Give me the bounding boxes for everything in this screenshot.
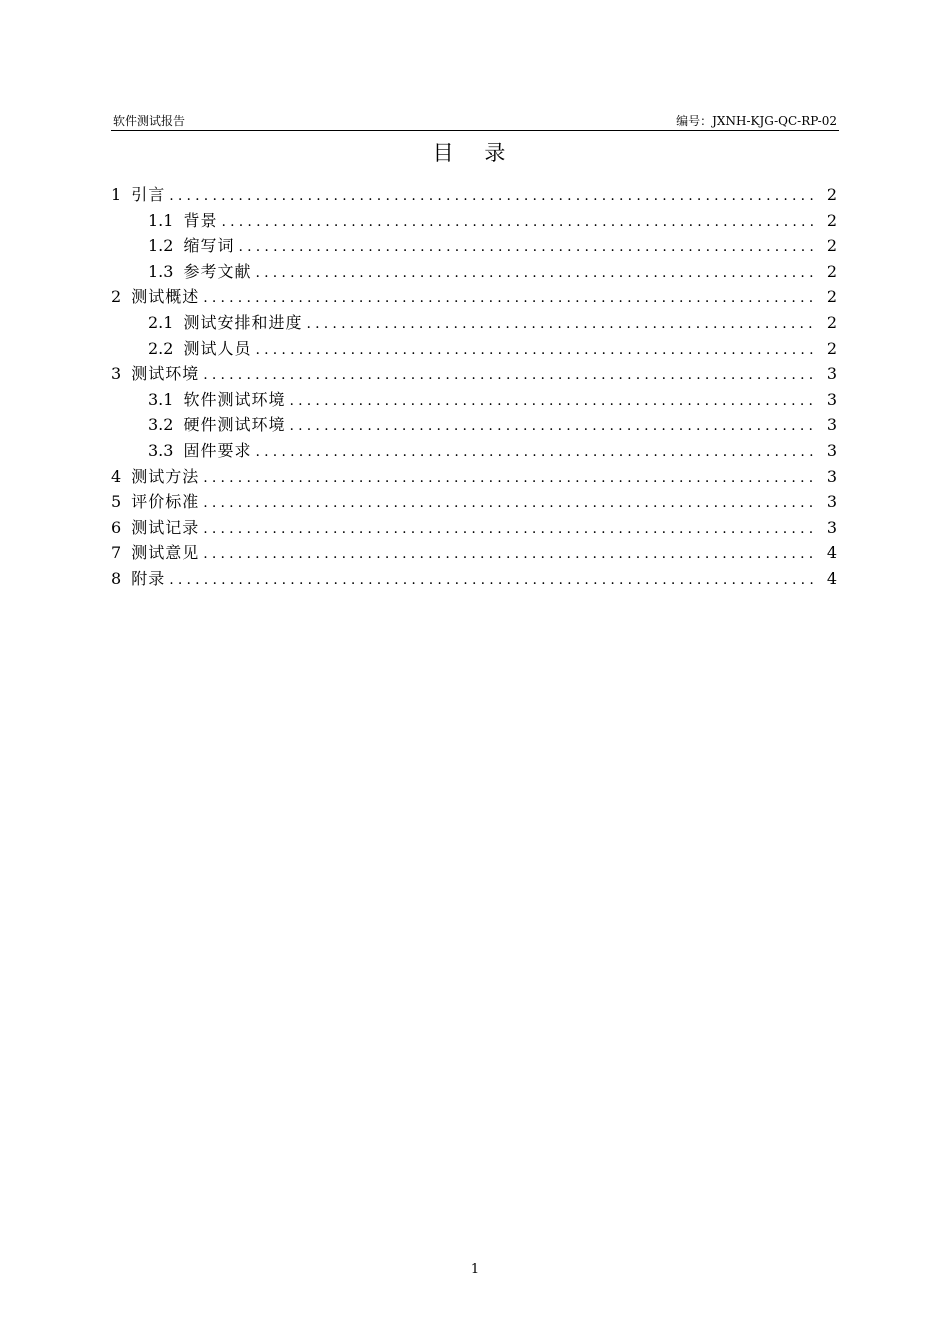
toc-entry[interactable]	[111, 284, 837, 310]
toc-entry[interactable]	[111, 489, 837, 515]
toc-entry-number: 7	[111, 543, 122, 563]
toc-leader-dots	[203, 491, 817, 517]
toc-entry-label: 软件测试环境	[183, 389, 286, 409]
toc-leader-dots	[169, 184, 817, 210]
toc-entry[interactable]	[111, 208, 837, 234]
toc-entry-page: 4	[826, 543, 837, 563]
toc-leader-dots	[221, 210, 816, 236]
toc-entry-page: 3	[826, 415, 837, 435]
toc-entry-number: 5	[111, 492, 122, 512]
toc-entry[interactable]	[111, 259, 837, 285]
toc-entry-label: 测试环境	[131, 364, 200, 384]
toc-entry-page: 3	[826, 440, 837, 460]
toc-title: 目 录	[432, 141, 518, 165]
toc-leader-dots	[289, 414, 816, 440]
toc-entry-label: 固件要求	[183, 440, 252, 460]
toc-leader-dots	[255, 440, 816, 466]
toc-leader-dots	[203, 286, 817, 312]
toc-entry-label: 测试人员	[183, 338, 252, 358]
toc-entry-number: 2.1	[148, 312, 174, 332]
toc-leader-dots	[169, 568, 817, 594]
toc-entry-label: 测试意见	[131, 543, 200, 563]
toc-entry[interactable]	[111, 566, 837, 592]
toc-entry-number: 1	[111, 185, 122, 204]
toc-entry-page: 2	[826, 185, 837, 204]
toc-leader-dots	[238, 235, 816, 261]
toc-entry-label: 评价标准	[131, 492, 200, 512]
toc-entry[interactable]	[111, 540, 837, 566]
toc-entry-number: 1.2	[148, 236, 174, 256]
toc-entry-number: 3.1	[148, 389, 174, 409]
toc-leader-dots	[203, 517, 817, 543]
toc-entry-number: 6	[111, 517, 122, 537]
toc-leader-dots	[203, 466, 817, 492]
toc-entry[interactable]	[111, 412, 837, 438]
toc-entry-number: 4	[111, 466, 122, 486]
toc-entry-number: 1.1	[148, 210, 174, 230]
toc-leader-dots	[255, 261, 816, 287]
toc-entry-page: 3	[826, 389, 837, 409]
toc-entry[interactable]	[111, 464, 837, 490]
toc-leader-dots	[255, 338, 816, 364]
toc-entry-page: 2	[826, 261, 837, 281]
toc-leader-dots	[289, 389, 816, 415]
toc-entry[interactable]	[111, 387, 837, 413]
toc-entry-number: 8	[111, 568, 122, 588]
page-number: 1	[470, 1262, 480, 1277]
page-header	[111, 112, 839, 131]
document-number: 编号：JXNH-KJG-QC-RP-02	[676, 114, 837, 128]
toc-entry-page: 2	[826, 312, 837, 332]
toc-entry-label: 参考文献	[183, 261, 252, 281]
toc-entry-label: 引言	[131, 185, 166, 204]
table-of-contents	[111, 182, 837, 592]
toc-entry[interactable]	[111, 182, 837, 208]
toc-entry[interactable]	[111, 310, 837, 336]
toc-entry-page: 2	[826, 210, 837, 230]
toc-entry-label: 缩写词	[183, 236, 235, 256]
toc-entry-label: 背景	[183, 210, 218, 230]
toc-entry-page: 3	[826, 364, 837, 384]
toc-entry[interactable]	[111, 233, 837, 259]
toc-entry[interactable]	[111, 336, 837, 362]
toc-entry-label: 附录	[131, 568, 166, 588]
toc-leader-dots	[203, 542, 817, 568]
toc-entry-number: 3	[111, 364, 122, 384]
toc-entry-label: 测试概述	[131, 287, 200, 307]
toc-entry-number: 2	[111, 287, 122, 307]
document-title: 软件测试报告	[113, 114, 186, 128]
toc-entry-label: 硬件测试环境	[183, 415, 286, 435]
toc-entry-page: 3	[826, 492, 837, 512]
toc-entry-number: 1.3	[148, 261, 174, 281]
toc-entry-label: 测试安排和进度	[183, 312, 303, 332]
toc-entry-page: 3	[826, 466, 837, 486]
toc-entry[interactable]	[111, 515, 837, 541]
toc-entry-label: 测试记录	[131, 517, 200, 537]
toc-entry-page: 2	[826, 287, 837, 307]
toc-entry-number: 2.2	[148, 338, 174, 358]
toc-entry-number: 3.3	[148, 440, 174, 460]
toc-leader-dots	[306, 312, 816, 338]
toc-leader-dots	[203, 363, 817, 389]
toc-entry-page: 4	[826, 568, 837, 588]
toc-entry-page: 2	[826, 338, 837, 358]
toc-entry[interactable]	[111, 438, 837, 464]
toc-entry-number: 3.2	[148, 415, 174, 435]
toc-entry-label: 测试方法	[131, 466, 200, 486]
toc-entry[interactable]	[111, 361, 837, 387]
toc-entry-page: 2	[826, 236, 837, 256]
toc-entry-page: 3	[826, 517, 837, 537]
